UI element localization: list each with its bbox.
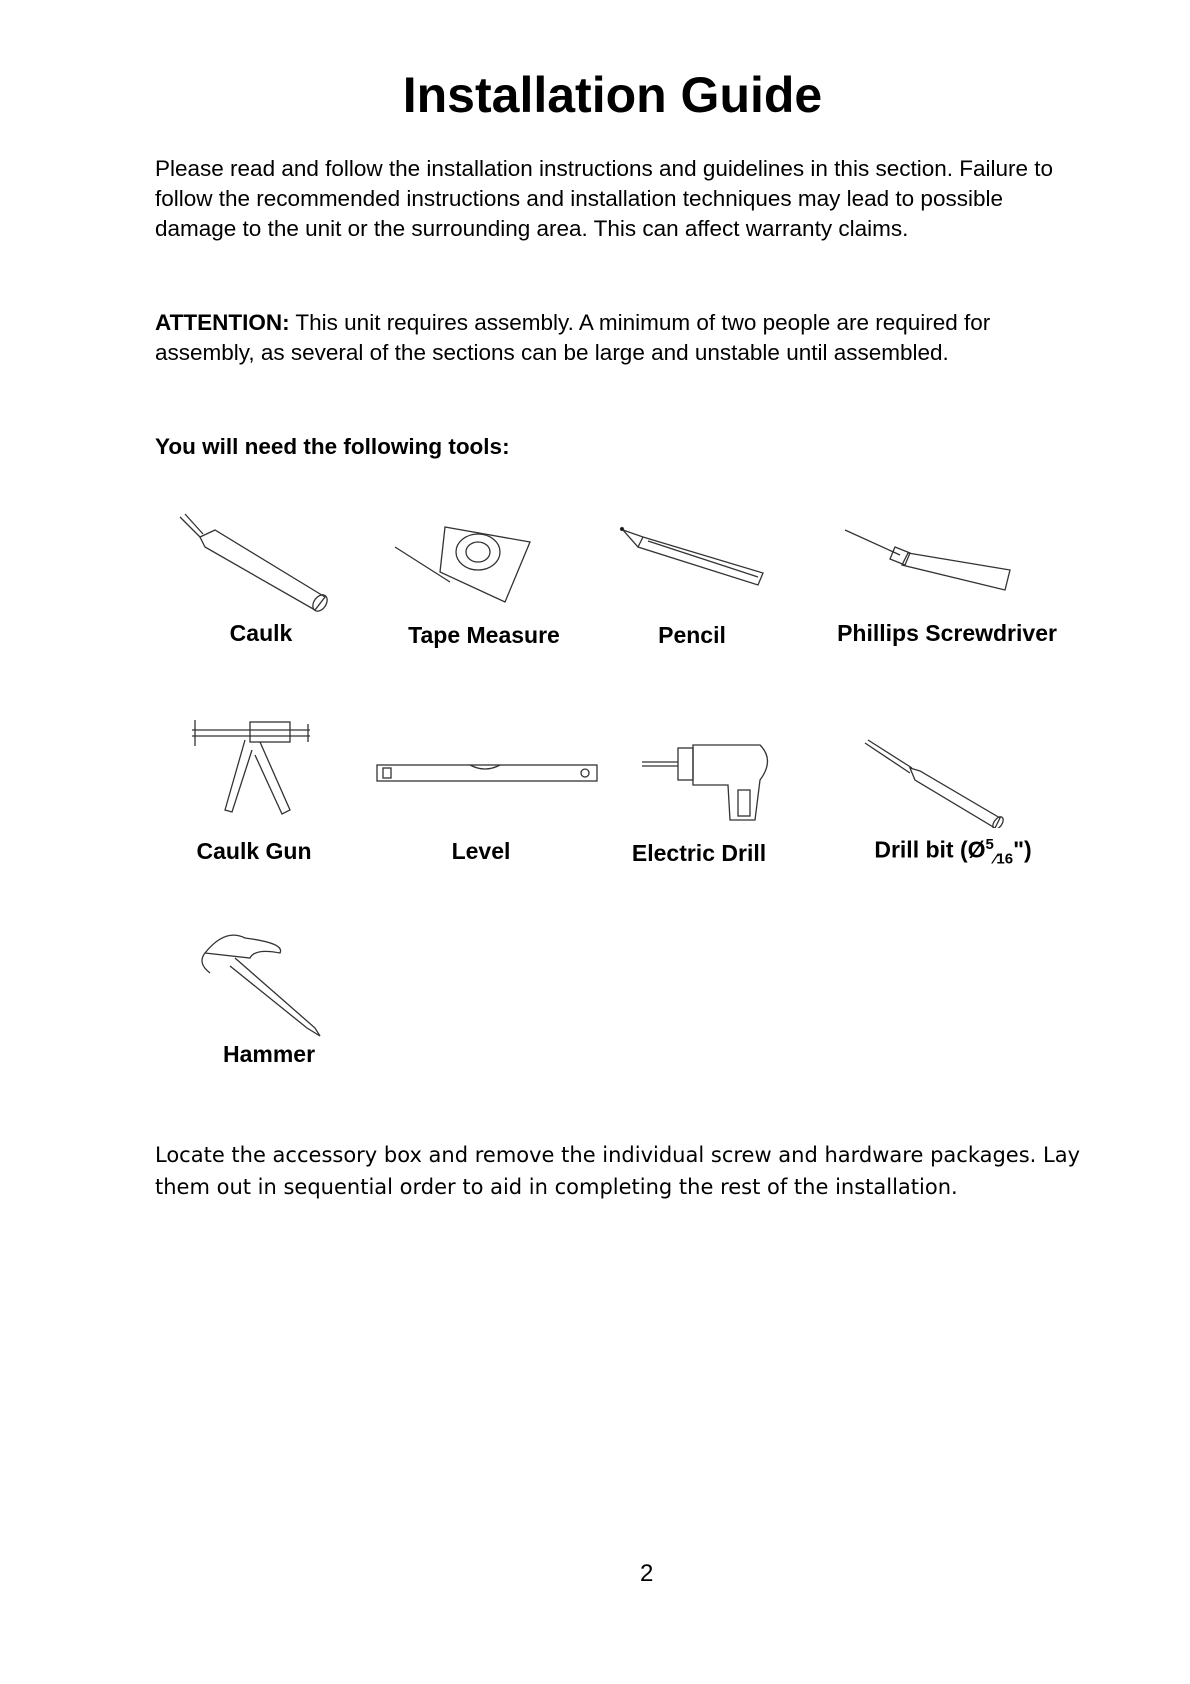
screwdriver-icon [840,525,1020,595]
tools-heading: You will need the following tools: [155,434,510,459]
drill-bit-label-text: Drill bit (Ø [874,836,986,863]
drill-icon [640,740,780,825]
tool-label-level: Level [451,838,511,864]
tape-measure-icon [390,512,540,612]
attention-text: This unit requires assembly. A minimum of two people are required for assembly, as several of the sections can be large and unstable until assembled. [155,310,991,365]
page-number: 2 [640,1560,654,1587]
tool-label-caulk: Caulk [229,620,293,646]
intro-paragraph: Please read and follow the installation instructions and guidelines in this section. Failure to follow the recommended instructions and installation techniques may lead to possible damage to the unit or the surrounding area. This can affect warranty claims. [155,156,1054,241]
page-title: Installation Guide [402,67,823,123]
level-icon [375,763,600,785]
tool-label-drill-bit [874,836,1031,867]
tool-label-phillips-screwdriver: Phillips Screwdriver [837,620,1057,646]
tool-label-tape-measure: Tape Measure [408,622,560,648]
caulk-tube-icon [175,512,345,612]
tool-label-pencil: Pencil [658,622,726,648]
caulk-gun-icon [190,710,320,820]
tool-label-hammer: Hammer [222,1041,316,1067]
drill-bit-label-end: ") [1013,836,1032,863]
tool-label-caulk-gun: Caulk Gun [196,838,312,864]
closing-paragraph: Locate the accessory box and remove the individual screw and hardware packages. Lay them out in sequential order to aid in completing the rest of the installation. [155,1143,1081,1199]
attention-paragraph [155,308,1075,368]
pencil-icon [618,525,778,595]
drill-bit-fraction-numerator: 5 [985,836,994,853]
drill-bit-icon [860,738,1010,828]
drill-bit-fraction-denominator: ⁄16 [993,850,1014,868]
hammer-icon [195,928,330,1040]
attention-label: ATTENTION: [155,310,290,335]
tool-label-electric-drill: Electric Drill [631,840,767,866]
